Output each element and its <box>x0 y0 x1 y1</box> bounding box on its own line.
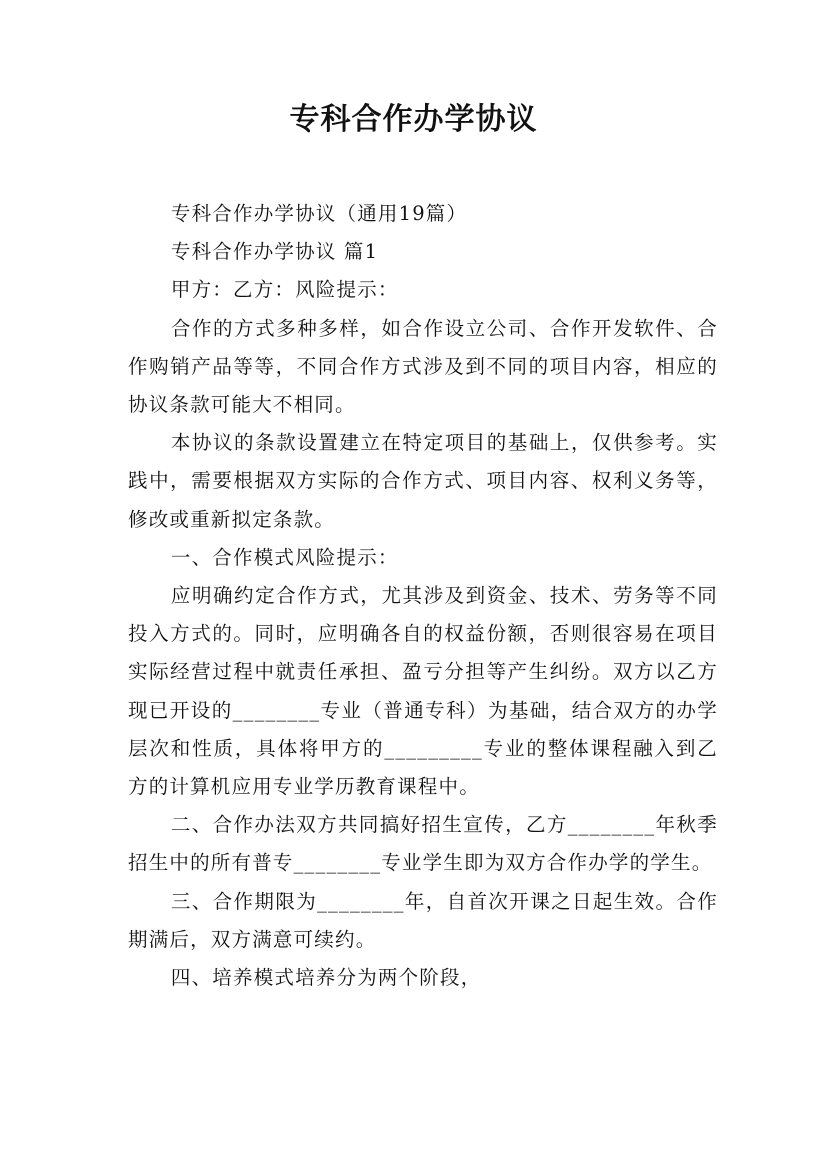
paragraph-training-mode: 四、培养模式培养分为两个阶段， <box>170 966 482 990</box>
paragraph-cooperation-methods: 合作的方式多种多样，如合作设立公司、合作开发软件、合作购销产品等等，不同合作方式涉及到不同的项目内容，相应的协议条款可能大不相同。 <box>128 316 718 417</box>
paragraph-terms-note: 本协议的条款设置建立在特定项目的基础上，仅供参考。实践中，需要根据双方实际的合作方式、项目内容、权利义务等，修改或重新拟定条款。 <box>128 431 718 531</box>
document-title: 专科合作办学协议 <box>289 102 538 137</box>
paragraph-section-heading: 专科合作办学协议 篇1 <box>170 240 379 264</box>
paragraph-methods: 二、合作办法双方共同搞好招生宣传，乙方________年秋季招生中的所有普专________专业学生即为双方合作办学的学生。 <box>128 813 718 875</box>
document-body <box>128 195 718 997</box>
paragraph-mode-details: 应明确约定合作方式，尤其涉及到资金、技术、劳务等不同投入方式的。同时，应明确各自的权益份额，否则很容易在项目实际经营过程中就责任承担、盈亏分担等产生纠纷。双方以乙方现已开设的________专业（普通专科）为基础，结合双方的办学层次和性质，具体将甲方的_________专业的整体课程融入到乙方的计算机应用专业学历教育课程中。 <box>128 584 718 799</box>
paragraph-subtitle: 专科合作办学协议（通用19篇） <box>170 202 468 225</box>
paragraph-mode-heading: 一、合作模式风险提示： <box>170 545 399 569</box>
paragraph-term: 三、合作期限为________年，自首次开课之日起生效。合作期满后，双方满意可续约。 <box>128 889 718 951</box>
paragraph-parties: 甲方：乙方：风险提示： <box>170 278 399 302</box>
